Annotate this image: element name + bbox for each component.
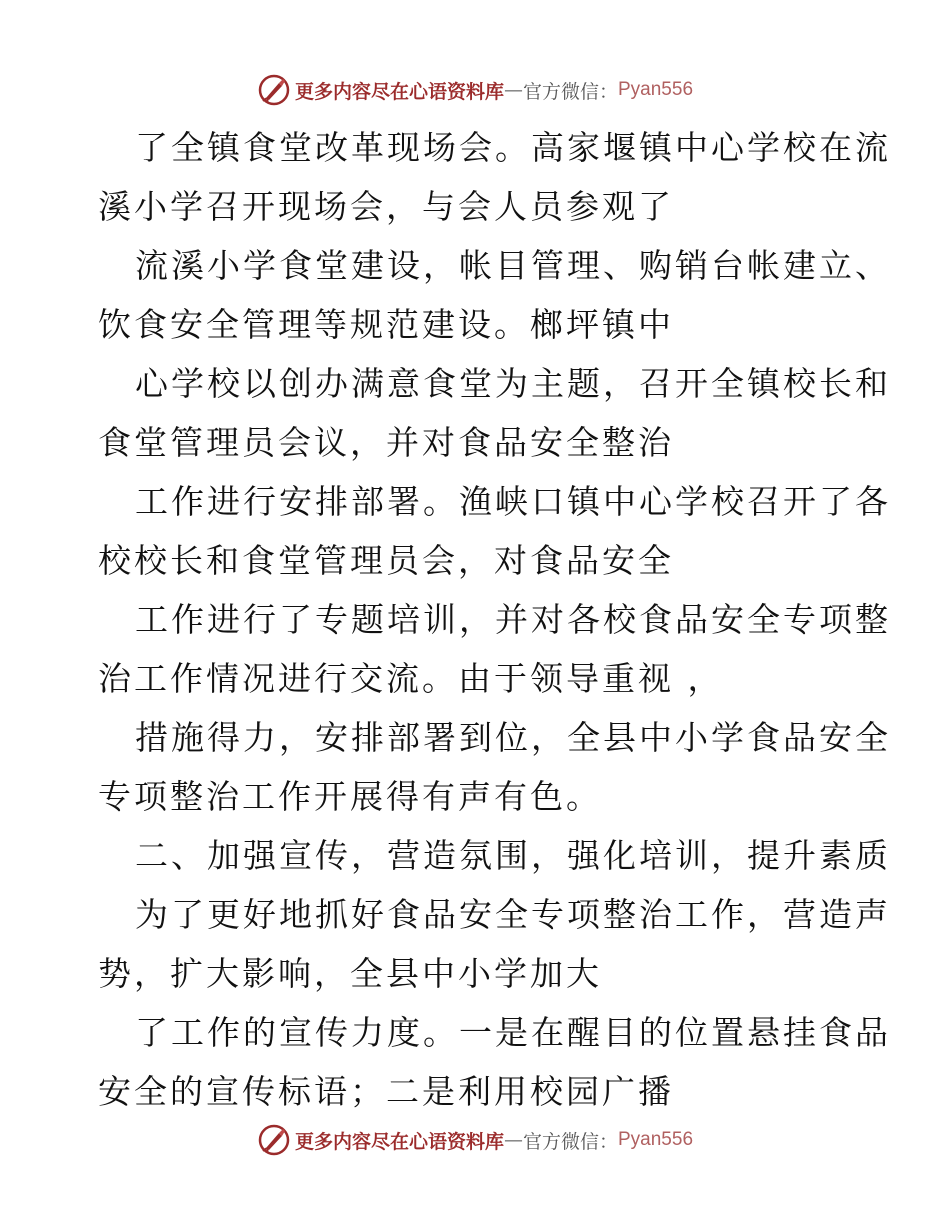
body-line: 专项整治工作开展得有声有色。: [98, 777, 602, 816]
watermark-separator: —: [503, 79, 523, 101]
watermark-label: 官方微信：: [522, 1130, 618, 1153]
body-line: 溪小学召开现场会，与会人员参观了: [98, 187, 674, 226]
watermark-wechat-id: Pyan556: [618, 79, 694, 100]
body-line: 势，扩大影响，全县中小学加大: [98, 954, 602, 993]
body-line: 工作进行了专题培训，并对各校食品安全专项整: [135, 600, 891, 639]
body-line: 治工作情况进行交流。由于领导重视 ，: [98, 659, 724, 698]
watermark-separator: —: [503, 1129, 523, 1151]
pen-quill-logo-icon: [257, 73, 291, 107]
section-heading: 二、加强宣传，营造氛围，强化培训，提升素质: [135, 836, 891, 875]
body-line: 食堂管理员会议，并对食品安全整治: [98, 423, 674, 462]
pen-quill-logo-icon: [257, 1123, 291, 1157]
body-line: 了工作的宣传力度。一是在醒目的位置悬挂食品: [135, 1013, 891, 1052]
body-line: 流溪小学食堂建设，帐目管理、购销台帐建立、: [135, 246, 891, 285]
watermark-wechat-id: Pyan556: [618, 1129, 694, 1150]
document-body: [98, 118, 891, 1121]
body-line: 校校长和食堂管理员会，对食品安全: [98, 541, 674, 580]
body-line: 为了更好地抓好食品安全专项整治工作，营造声: [135, 895, 891, 934]
body-line: 工作进行安排部署。渔峡口镇中心学校召开了各: [135, 482, 891, 521]
body-line: 了全镇食堂改革现场会。高家堰镇中心学校在流: [135, 128, 891, 167]
watermark-label: 官方微信：: [522, 80, 618, 103]
body-line: 安全的宣传标语；二是利用校园广播: [98, 1072, 674, 1111]
header-watermark: [0, 70, 950, 110]
body-line: 措施得力，安排部署到位，全县中小学食品安全: [135, 718, 891, 757]
body-line: 饮食安全管理等规范建设。榔坪镇中: [98, 305, 674, 344]
footer-watermark: [0, 1120, 950, 1160]
watermark-text: 更多内容尽在心语资料库: [294, 1130, 504, 1153]
body-line: 心学校以创办满意食堂为主题，召开全镇校长和: [135, 364, 891, 403]
watermark-text: 更多内容尽在心语资料库: [294, 80, 504, 103]
